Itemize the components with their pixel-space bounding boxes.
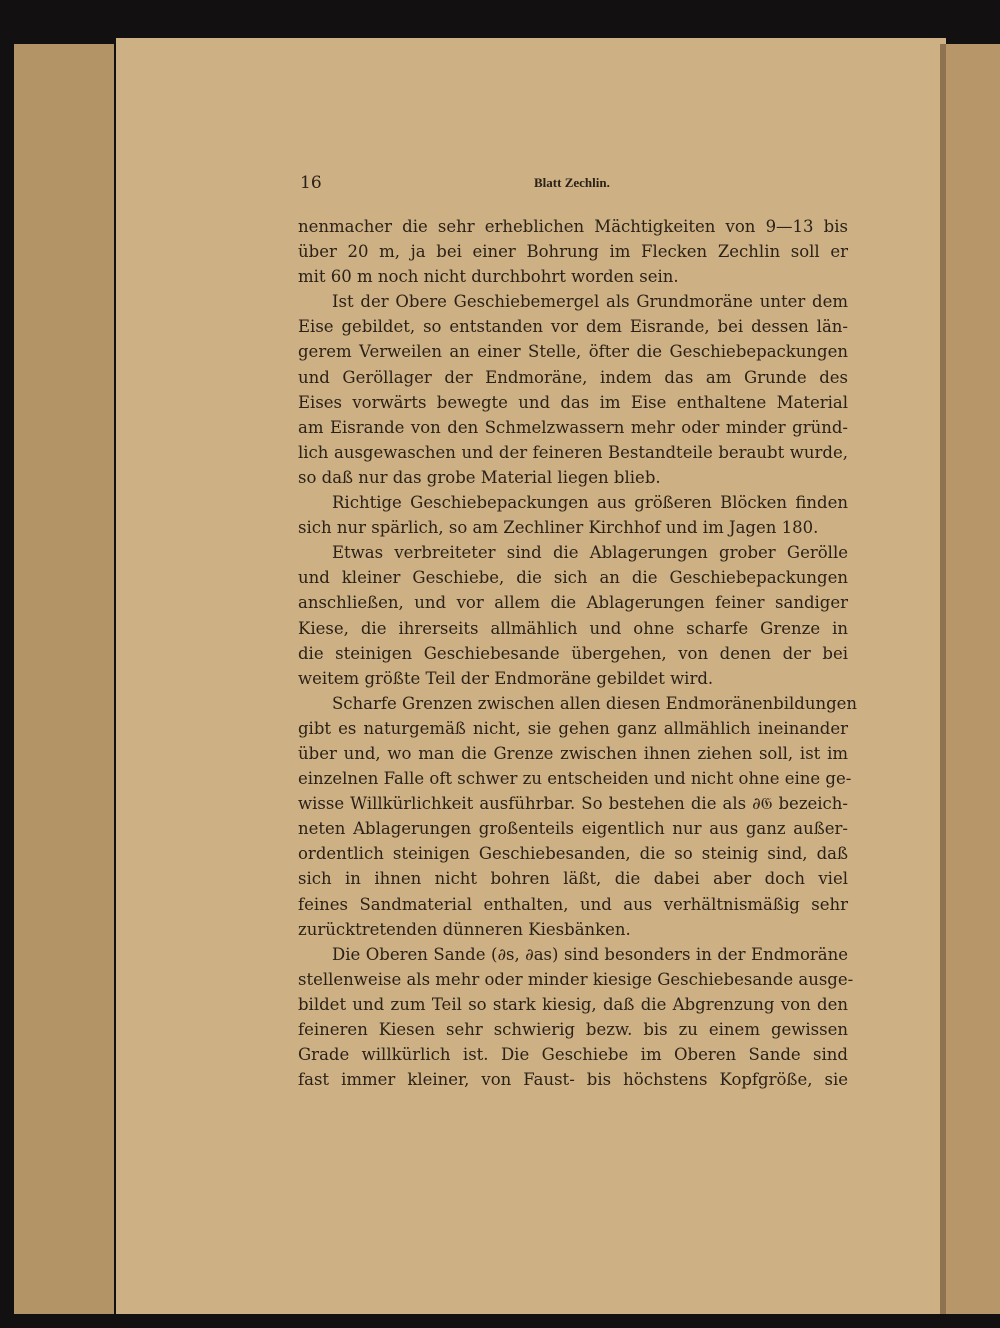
facing-page-left-edge (14, 44, 114, 1314)
text-line: lich ausgewaschen und der feineren Bestandteile beraubt wurde, (298, 442, 848, 462)
text-line: Grade willkürlich ist. Die Geschiebe im Oberen Sande sind (298, 1045, 848, 1065)
text-line: Etwas verbreiteter sind die Ablagerungen grober Gerölle (332, 543, 848, 563)
text-line: wisse Willkürlichkeit ausführbar. So bestehen die als ∂𝔊 bezeich- (298, 794, 848, 814)
text-line: weitem größte Teil der Endmoräne gebildet wird. (298, 668, 714, 688)
text-line: gerem Verweilen an einer Stelle, öfter die Geschiebepackungen (298, 342, 848, 362)
text-line: am Eisrande von den Schmelzwassern mehr oder minder gründ- (298, 417, 848, 437)
text-line: nenmacher die sehr erheblichen Mächtigkeiten von 9—13 bis (298, 217, 848, 236)
text-line: bildet und zum Teil so stark kiesig, daß die Abgrenzung von den (298, 994, 848, 1014)
text-line: Ist der Obere Geschiebemergel als Grundmoräne unter dem (332, 292, 848, 312)
text-line: Eise gebildet, so entstanden vor dem Eisrande, bei dessen län- (298, 317, 848, 337)
body-text (298, 214, 858, 1092)
text-line: fast immer kleiner, von Faust- bis höchstens Kopfgröße, sie (298, 1070, 848, 1090)
text-line: über und, wo man die Grenze zwischen ihnen ziehen soll, ist im (298, 743, 848, 763)
text-line: und Geröllager der Endmoräne, indem das am Grunde des (298, 367, 848, 387)
text-line: feines Sandmaterial enthalten, und aus verhältnismäßig sehr (298, 894, 848, 914)
text-line: ordentlich steinigen Geschiebesanden, die so steinig sind, daß (298, 844, 848, 864)
text-line: Die Oberen Sande (∂s, ∂as) sind besonders in der Endmoräne (332, 944, 848, 964)
text-line: neten Ablagerungen großenteils eigentlich nur aus ganz außer- (298, 819, 848, 839)
text-line: sich in ihnen nicht bohren läßt, die dabei aber doch viel (298, 869, 848, 889)
facing-page-right-edge (946, 44, 1000, 1314)
text-line: mit 60 m noch nicht durchbohrt worden sein. (298, 267, 679, 287)
text-line: sich nur spärlich, so am Zechliner Kirchhof und im Jagen 180. (298, 518, 819, 538)
text-line: zurücktretenden dünneren Kiesbänken. (298, 919, 631, 939)
page-number: 16 (300, 173, 322, 193)
text-line: Eises vorwärts bewegte und das im Eise enthaltene Material (298, 392, 848, 412)
running-title: Blatt Zechlin. (534, 175, 610, 190)
text-line: feineren Kiesen sehr schwierig bezw. bis zu einem gewissen (298, 1020, 848, 1039)
text-line: gibt es naturgemäß nicht, sie gehen ganz allmählich ineinander (298, 718, 848, 738)
text-line: so daß nur das grobe Material liegen blieb. (298, 467, 661, 487)
text-line: die steinigen Geschiebesande übergehen, von denen der bei (298, 643, 848, 663)
text-line: anschließen, und vor allem die Ablagerungen feiner sandiger (298, 593, 848, 613)
page-header (300, 173, 850, 193)
text-line: Kiese, die ihrerseits allmählich und ohne scharfe Grenze in (298, 618, 848, 638)
text-line: Richtige Geschiebepackungen aus größeren Blöcken finden (332, 493, 848, 513)
text-line: einzelnen Falle oft schwer zu entscheiden und nicht ohne eine ge- (298, 769, 852, 789)
text-line: und kleiner Geschiebe, die sich an die Geschiebepackungen (298, 568, 848, 588)
text-line: über 20 m, ja bei einer Bohrung im Flecken Zechlin soll er (298, 242, 848, 262)
text-line: Scharfe Grenzen zwischen allen diesen Endmoränenbildungen (332, 693, 858, 713)
text-line: stellenweise als mehr oder minder kiesige Geschiebesande ausge- (298, 969, 854, 989)
